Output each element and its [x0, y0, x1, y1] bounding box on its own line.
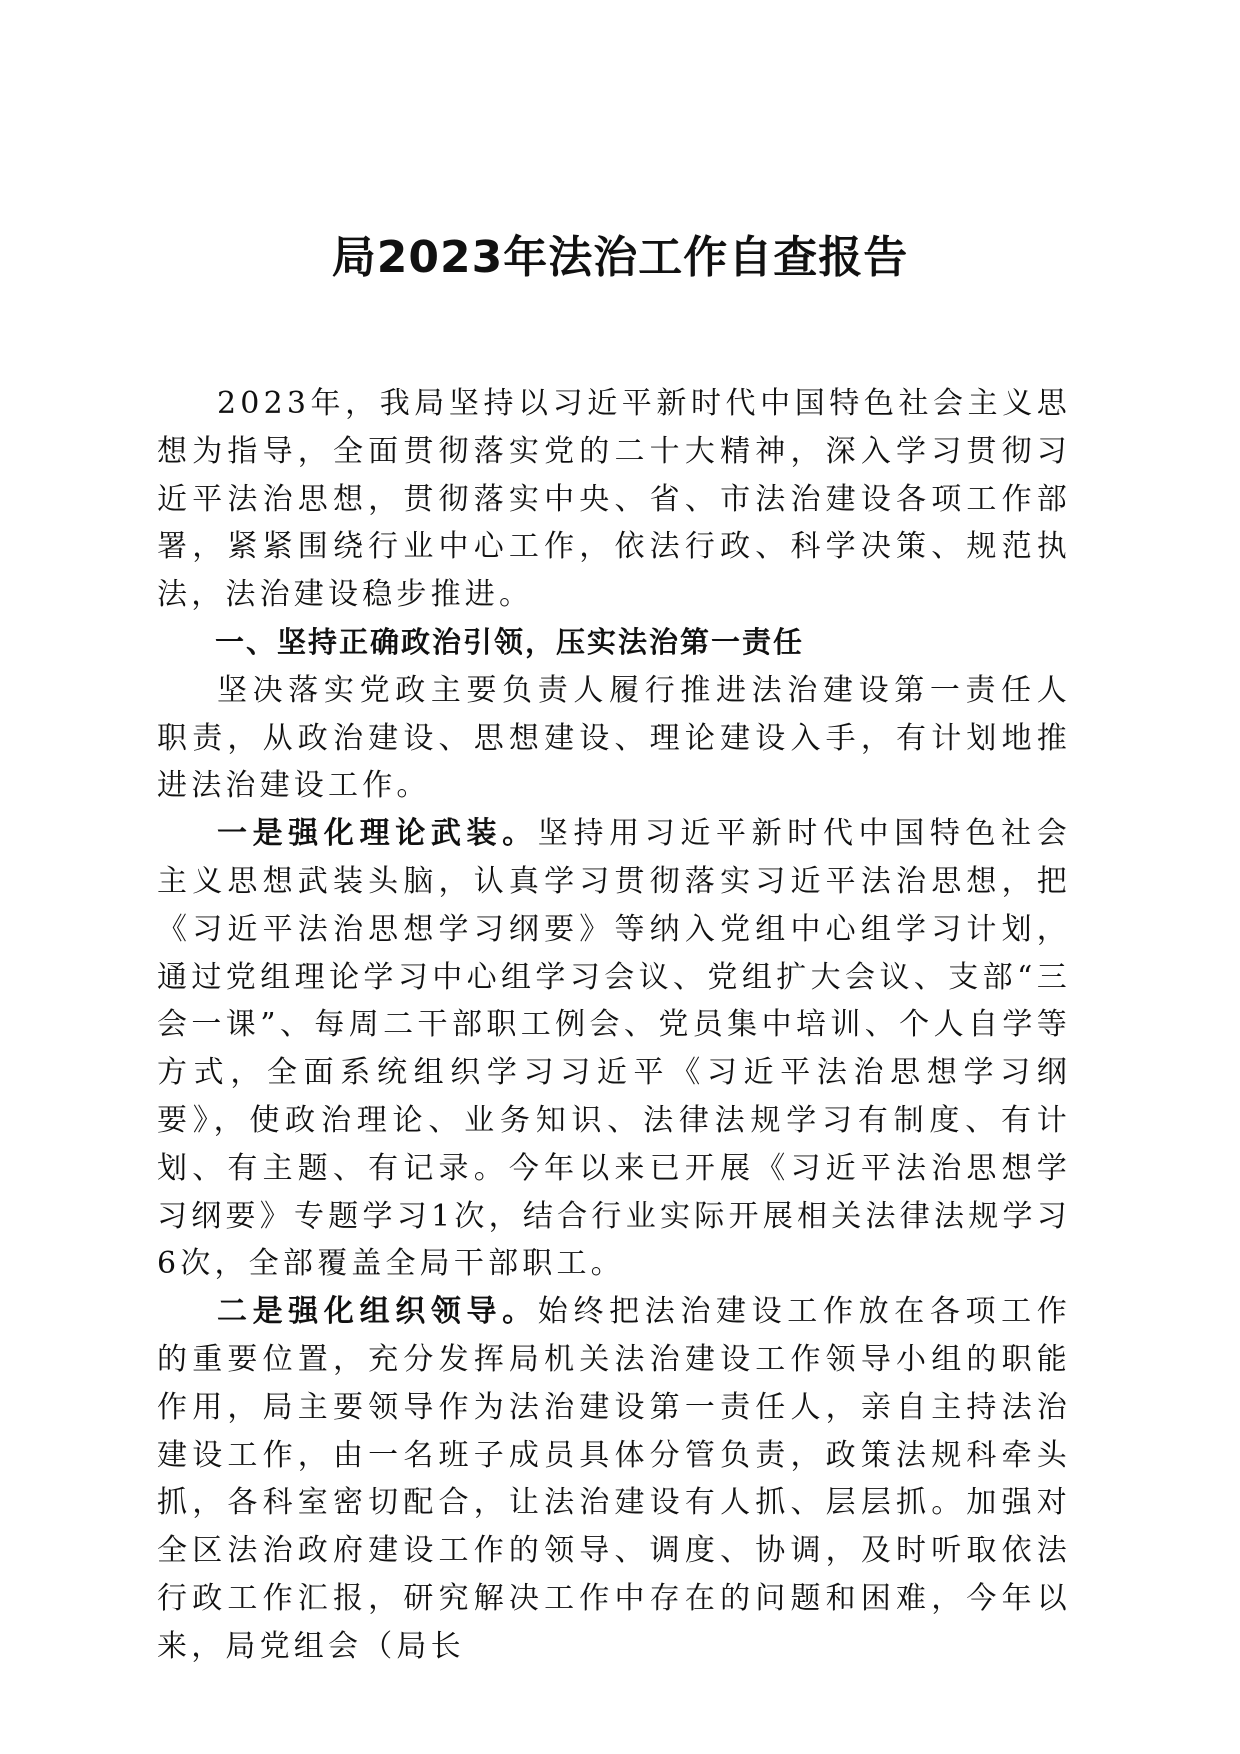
item-paragraph-organization	[157, 1288, 1071, 1670]
item-text-organization: 始终把法治建设工作放在各项工作的重要位置，充分发挥局机关法治建设工作领导小组的职能作用，局主要领导作为法治建设第一责任人，亲自主持法治建设工作，由一名班子成员具体分管负责，政策法规科牵头抓，各科室密切配合，让法治建设有人抓、层层抓。加强对全区法治政府建设工作的领导、调度、协调，及时听取依法行政工作汇报，研究解决工作中存在的问题和困难，今年以来，局党组会（局长	[157, 1294, 1071, 1664]
document-title: 局2023年法治工作自查报告	[331, 232, 909, 283]
document-body	[157, 380, 1071, 1671]
section-heading: 一、坚持正确政治引领，压实法治第一责任	[215, 624, 805, 659]
intro-paragraph: 2023年，我局坚持以习近平新时代中国特色社会主义思想为指导，全面贯彻落实党的二十大精神，深入学习贯彻习近平法治思想，贯彻落实中央、省、市法治建设各项工作部署，紧紧围绕行业中心工作，依法行政、科学决策、规范执法，法治建设稳步推进。	[157, 386, 1071, 613]
item-text-theory: 坚持用习近平新时代中国特色社会主义思想武装头脑，认真学习贯彻落实习近平法治思想，把《习近平法治思想学习纲要》等纳入党组中心组学习计划，通过党组理论学习中心组学习会议、党组扩大会议、支部“三会一课”、每周二干部职工例会、党员集中培训、个人自学等方式，全面系统组织学习习近平《习近平法治思想学习纲要》，使政治理论、业务知识、法律法规学习有制度、有计划、有主题、有记录。今年以来已开展《习近平法治思想学习纲要》专题学习1次，结合行业实际开展相关法律法规学习6次，全部覆盖全局干部职工。	[157, 816, 1071, 1282]
section-summary-paragraph: 坚决落实党政主要负责人履行推进法治建设第一责任人职责，从政治建设、思想建设、理论建设入手，有计划地推进法治建设工作。	[157, 672, 1071, 804]
item-lead-theory: 一是强化理论武装。	[217, 816, 538, 852]
item-lead-organization: 二是强化组织领导。	[217, 1294, 538, 1330]
item-paragraph-theory	[157, 810, 1071, 1288]
